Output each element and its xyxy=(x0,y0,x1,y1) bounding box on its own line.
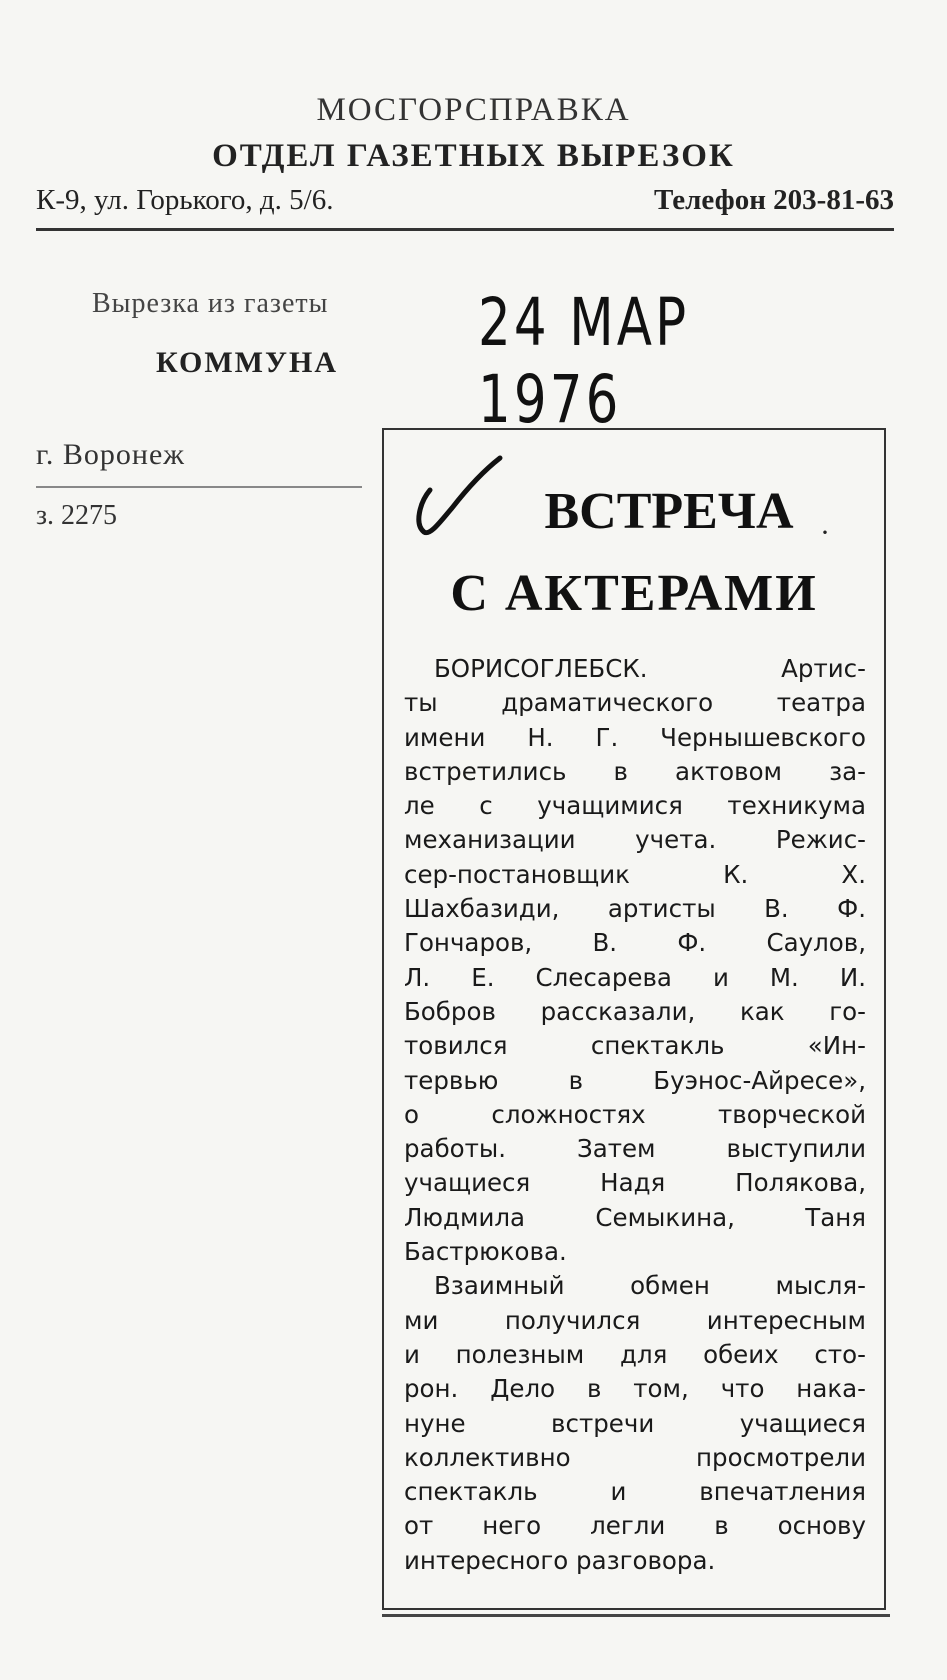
article-line: ле с учащимися техникума xyxy=(404,791,866,821)
order-number: з. 2275 xyxy=(36,500,118,531)
divider xyxy=(36,486,362,488)
newspaper-name: КОММУНА xyxy=(156,346,338,379)
phone-text: Телефон 203-81-63 xyxy=(654,184,894,216)
article-title-line1: ВСТРЕЧА xyxy=(544,483,794,540)
article-line: БОРИСОГЛЕБСК. Артис- xyxy=(434,654,866,683)
article-line: интересного разговора. xyxy=(404,1545,716,1575)
article-line: от него легли в основу xyxy=(404,1511,866,1541)
article-line: коллективно просмотрели xyxy=(404,1442,866,1472)
agency-title: МОСГОРСПРАВКА xyxy=(316,92,631,128)
address-row xyxy=(36,184,894,231)
date-stamp: 24 МАР 1976 xyxy=(478,284,690,438)
article-line: Гончаров, В. Ф. Саулов, xyxy=(404,928,866,958)
article-line: ты драматического театра xyxy=(404,688,866,718)
article-body xyxy=(404,652,866,1578)
article-line: Взаимный обмен мысля- xyxy=(434,1271,866,1301)
article-line: работы. Затем выступили xyxy=(404,1134,866,1164)
article-line: о сложностях творческой xyxy=(404,1099,866,1129)
article-line: и полезным для обеих сто- xyxy=(404,1339,866,1369)
source-label: Вырезка из газеты xyxy=(92,288,329,319)
city-name: г. Воронеж xyxy=(36,438,186,471)
article-line: Бобров рассказали, как го- xyxy=(404,996,866,1026)
decorative-dot: · xyxy=(820,516,830,549)
article-title-line2: С АКТЕРАМИ xyxy=(450,565,818,622)
article-line: тервью в Буэнос-Айресе», xyxy=(404,1065,866,1095)
article-line: рон. Дело в том, что нака- xyxy=(404,1374,866,1404)
article-line: механизации учета. Режис- xyxy=(404,825,866,855)
article-line: Бастрюкова. xyxy=(404,1237,567,1267)
article-line: имени Н. Г. Чернышевского xyxy=(404,722,866,752)
department-title: ОТДЕЛ ГАЗЕТНЫХ ВЫРЕЗОК xyxy=(212,138,735,174)
article-line: ми получился интересным xyxy=(404,1305,866,1335)
article-line: сер-постановщик К. Х. xyxy=(404,859,866,889)
article-line: спектакль и впечатления xyxy=(404,1477,866,1507)
article-line: Людмила Семыкина, Таня xyxy=(404,1202,866,1232)
article-line: встретились в актовом за- xyxy=(404,756,866,786)
article-line: товился спектакль «Ин- xyxy=(404,1031,866,1061)
article-line: учащиеся Надя Полякова, xyxy=(404,1168,866,1198)
bottom-divider xyxy=(382,1614,890,1617)
article-line: нуне встречи учащиеся xyxy=(404,1408,866,1438)
address-text: К-9, ул. Горького, д. 5/6. xyxy=(36,184,334,216)
article-line: Л. Е. Слесарева и М. И. xyxy=(404,962,866,992)
article-clipping xyxy=(382,428,886,1610)
article-line: Шахбазиди, артисты В. Ф. xyxy=(404,894,866,924)
